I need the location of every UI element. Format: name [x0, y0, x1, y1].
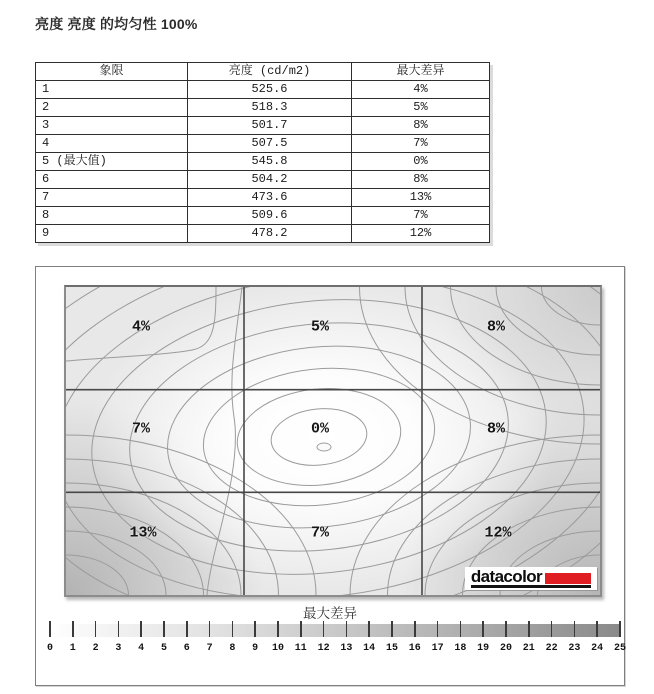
colorbar-tick — [95, 621, 97, 637]
colorbar-tick-label: 20 — [499, 643, 513, 654]
colorbar-tick — [254, 621, 256, 637]
luminance-cell: 518.3 — [188, 99, 352, 117]
colorbar-tick — [482, 621, 484, 637]
colorbar-tick-label: 16 — [408, 643, 421, 654]
colorbar-tick-label: 24 — [591, 643, 604, 654]
table-row — [36, 99, 490, 117]
cell-percent-label: 13% — [129, 524, 157, 542]
colorbar-tick — [528, 621, 530, 637]
colorbar-tick — [72, 621, 74, 637]
luminance-cell: 478.2 — [188, 225, 352, 243]
colorbar-tick-label: 19 — [477, 643, 490, 654]
colorbar-tick — [163, 621, 165, 637]
colorbar-tick — [460, 621, 462, 637]
colorbar-labels — [46, 643, 627, 656]
table-row — [36, 225, 490, 243]
quadrant-cell: 4 — [36, 135, 188, 153]
table-row — [36, 135, 490, 153]
cell-percent-label: 5% — [310, 318, 330, 336]
colorbar-tick-label: 25 — [613, 643, 627, 654]
quadrant-cell: 1 — [36, 81, 188, 99]
table-row — [36, 207, 490, 225]
luminance-cell: 509.6 — [188, 207, 352, 225]
figure-box — [35, 266, 625, 686]
quadrant-cell: 3 — [36, 117, 188, 135]
uniformity-table — [35, 62, 490, 243]
cell-percent-label: 7% — [310, 524, 330, 542]
colorbar-tick — [140, 621, 142, 637]
luminance-cell: 545.8 — [188, 153, 352, 171]
luminance-cell: 507.5 — [188, 135, 352, 153]
colorbar-tick — [414, 621, 416, 637]
colorbar-tick-label: 12 — [317, 643, 330, 654]
luminance-cell: 525.6 — [188, 81, 352, 99]
colorbar-tick — [277, 621, 279, 637]
max-diff-cell: 13% — [352, 189, 490, 207]
table-header-row — [36, 63, 490, 81]
max-diff-cell: 5% — [352, 99, 490, 117]
colorbar-tick-label: 15 — [385, 643, 399, 654]
quadrant-cell: 2 — [36, 99, 188, 117]
quadrant-cell: 7 — [36, 189, 188, 207]
colorbar-tick-label: 21 — [522, 643, 535, 654]
colorbar-tick — [346, 621, 348, 637]
colorbar-tick — [437, 621, 439, 637]
quadrant-cell: 5 (最大值) — [36, 153, 188, 171]
table-row — [36, 153, 490, 171]
colorbar-tick-label: 10 — [271, 643, 285, 654]
colorbar-tick-label: 4 — [138, 643, 145, 654]
colorbar-tick-label: 22 — [545, 643, 558, 654]
max-diff-cell: 8% — [352, 171, 490, 189]
colorbar-tick — [232, 621, 234, 637]
colorbar-gradient — [50, 624, 620, 637]
colorbar-tick-label: 2 — [92, 643, 99, 654]
max-diff-cell: 4% — [352, 81, 490, 99]
colorbar-tick-label: 1 — [69, 643, 76, 654]
table-row — [36, 81, 490, 99]
max-diff-cell: 0% — [352, 153, 490, 171]
colorbar-tick — [551, 621, 553, 637]
contour-plot — [64, 285, 602, 597]
colorbar-tick-label: 17 — [431, 643, 444, 654]
colorbar-tick-label: 5 — [160, 643, 168, 654]
center-measurement-marker — [317, 443, 332, 452]
quadrant-cell: 8 — [36, 207, 188, 225]
luminance-cell: 501.7 — [188, 117, 352, 135]
colorbar-tick-label: 14 — [363, 643, 376, 654]
table-row — [36, 171, 490, 189]
colorbar-tick — [118, 621, 120, 637]
quadrant-cell: 6 — [36, 171, 188, 189]
colorbar-tick — [391, 621, 393, 637]
colorbar-tick — [505, 621, 507, 637]
datacolor-logo-red-bar — [545, 573, 591, 584]
colorbar-tick — [368, 621, 370, 637]
luminance-cell: 473.6 — [188, 189, 352, 207]
max-diff-cell: 7% — [352, 135, 490, 153]
colorbar-tick-label: 13 — [340, 643, 353, 654]
header-max-diff: 最大差异 — [352, 63, 490, 81]
cell-percent-label: 7% — [131, 420, 151, 438]
cell-percent-label: 8% — [486, 420, 506, 438]
colorbar-tick — [300, 621, 302, 637]
colorbar-tick-label: 3 — [115, 643, 122, 654]
colorbar-tick-label: 0 — [46, 643, 54, 654]
cell-percent-label: 4% — [131, 318, 151, 336]
datacolor-logo-text: datacolor — [470, 567, 542, 586]
table-row — [36, 117, 490, 135]
table-row — [36, 189, 490, 207]
colorbar-tick — [619, 621, 621, 637]
header-quadrant: 象限 — [36, 63, 188, 81]
colorbar-tick-label: 11 — [294, 643, 307, 654]
max-diff-cell: 7% — [352, 207, 490, 225]
colorbar-tick-label: 7 — [206, 643, 213, 654]
colorbar-tick — [323, 621, 325, 637]
cell-percent-label: 0% — [310, 420, 330, 438]
colorbar-tick-label: 8 — [229, 643, 236, 654]
max-diff-cell: 8% — [352, 117, 490, 135]
cell-percent-label: 8% — [486, 318, 506, 336]
max-diff-cell: 12% — [352, 225, 490, 243]
colorbar-title: 最大差异 — [303, 606, 357, 621]
datacolor-logo — [465, 567, 597, 590]
uniformity-table-body — [36, 81, 490, 243]
colorbar-tick-label: 23 — [568, 643, 581, 654]
colorbar-tick — [209, 621, 211, 637]
colorbar-tick-label: 18 — [454, 643, 467, 654]
colorbar-tick — [596, 621, 598, 637]
colorbar-tick — [574, 621, 576, 637]
colorbar-tick — [186, 621, 188, 637]
page-title: 亮度 亮度 的均匀性 100% — [35, 16, 198, 32]
colorbar-tick-label: 6 — [183, 643, 190, 654]
header-luminance: 亮度 (cd/m2) — [188, 63, 352, 81]
cell-percent-label: 12% — [484, 524, 512, 542]
luminance-cell: 504.2 — [188, 171, 352, 189]
quadrant-cell: 9 — [36, 225, 188, 243]
colorbar-tick — [49, 621, 51, 637]
datacolor-logo-inner — [470, 567, 591, 588]
colorbar-tick-label: 9 — [252, 643, 259, 654]
